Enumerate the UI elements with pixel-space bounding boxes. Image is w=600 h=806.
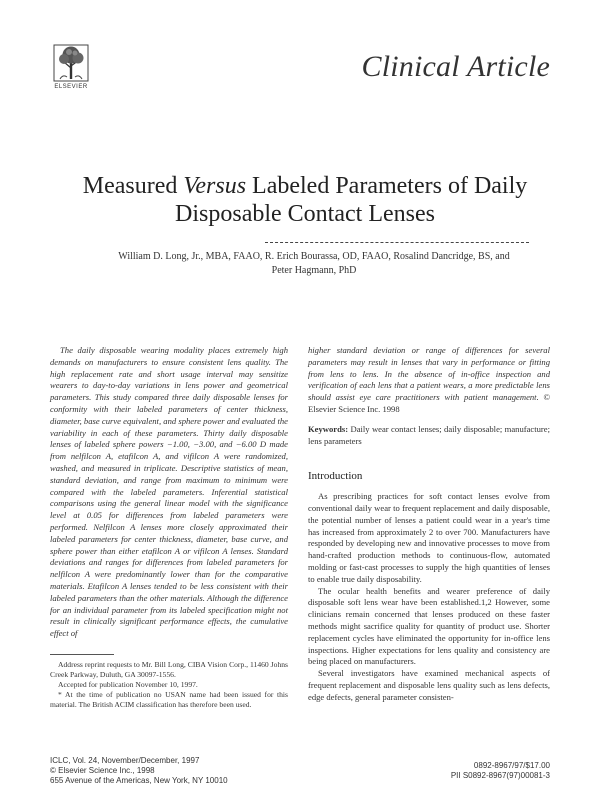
footnote-divider: [50, 654, 114, 655]
title-versus: Versus: [183, 173, 247, 199]
abstract-text-continued: higher standard deviation or range of differences for several parameters may result in lenses that vary in performance or fitting from lens to lens. In the absence of in-office inspection and verification of each lens that a patient wears, a more predictable lens should assist eye care practitioners with patient management.: [308, 345, 550, 403]
abstract-continued: [308, 345, 550, 416]
intro-paragraph-2: The ocular health benefits and wearer preference of daily disposable soft lens wear have been established.1,2 However, some clinicians remain concerned that lenses produced on these faster methods might sacrifice quality for quantity of product use. Shorter replacement cycles have eliminated the opportunity for in-office lens inspections. Higher expectations for lens quality and consistency are being placed on manufacturers.: [308, 585, 550, 667]
abstract-text: The daily disposable wearing modality places extremely high demands on manufacturers to ensure consistent lens quality. The high replacement rate and short usage interval may sensitize wearers to day-to-day variations in lens power and geometrical parameters. This study compared three daily disposable lenses for conformity with their labeled parameters of center thickness, diameter, base curve equivalent, and sphere power and evaluated the variability in each of these parameters. Thirty daily disposable lenses of labeled sphere powers −1.00, −3.00, and −6.00 D made from nelfilcon A, etafilcon A, and vifilcon A were randomized, washed, and measured in triplicate. Descriptive statistics of mean, standard deviation, and range from maximum to minimum were compared with the labeled parameters. Inferential statistical comparisons using the general linear model with the significance level at 0.05 for differences from labeled parameters were performed. Nelfilcon A lenses more closely approximated their labeled parameters for center thickness, diameter, base curve, and sphere power than either etafilcon A or vifilcon A lenses. Standard deviations and ranges for differences from labeled parameters for nelfilcon A were predominantly lower than for the comparative materials. Etafilcon A lenses tended to be less consistent with their labeled parameters than the other materials. Although the difference for an individual parameter from its labeled specification might not result in clinically significant performance effects, the cumulative effect of: [50, 345, 288, 639]
article-title: [60, 172, 550, 228]
intro-paragraph-3: Several investigators have examined mechanical aspects of frequent replacement and disposable lens quality such as lens defects, edge defects, general parameter consisten-: [308, 668, 550, 702]
publisher-name: ELSEVIER: [54, 84, 88, 90]
title-part-2: Labeled Parameters of Daily: [252, 173, 528, 199]
footnotes: [50, 660, 288, 710]
right-column: [308, 345, 550, 704]
footer-citation: [50, 756, 350, 786]
intro-paragraph-1: As prescribing practices for soft contact lenses evolve from conventional daily wear to frequent replacement and daily disposable, the potential number of lenses a patient could wear in a year's time has increased from approximately 2 to over 700. Manufacturers have responded by developing new and innovative processes to move from hand-crafted production methods to continuous-flow, automated molding or fast-cast processes to supply the high quantities of lenses to enable true daily disposability.: [308, 491, 550, 584]
elsevier-tree-icon: [53, 44, 89, 82]
authors-line-1: William D. Long, Jr., MBA, FAAO, R. Erich Bourassa, OD, FAAO, Rosalind Dancridge, BS, and: [118, 251, 510, 262]
author-list: [88, 250, 540, 278]
title-part-1: Measured: [82, 173, 178, 199]
footer-copyright: © Elsevier Science Inc., 1998: [50, 766, 155, 775]
footer-identifiers: [350, 761, 550, 781]
title-line-2: Disposable Contact Lenses: [175, 201, 435, 227]
abstract-copyright: © Elsevier Science Inc. 1998: [308, 392, 551, 414]
footer-pii: PII S0892-8967(97)00081-3: [450, 771, 550, 780]
footnote-accepted: Accepted for publication November 10, 1997.: [58, 679, 198, 689]
publisher-logo: [50, 44, 92, 90]
title-divider: [265, 242, 529, 243]
footer-issn: 0892-8967/97/$17.00: [473, 761, 550, 770]
keywords-text: Daily wear contact lenses; daily disposable; manufacture; lens parameters: [308, 423, 550, 446]
keywords-label: Keywords:: [308, 423, 349, 434]
footer-journal: ICLC, Vol. 24, November/December, 1997: [50, 756, 200, 765]
keywords: [308, 424, 550, 448]
introduction-heading: Introduction: [308, 470, 363, 483]
section-label: Clinical Article: [361, 50, 550, 83]
footer-address: 655 Avenue of the Americas, New York, NY 10010: [50, 776, 228, 785]
authors-line-2: Peter Hagmann, PhD: [271, 265, 357, 276]
footnote-usan: * At the time of publication no USAN name had been issued for this material. The British ACIM classification has therefore been used.: [50, 689, 288, 709]
footnote-address: Address reprint requests to Mr. Bill Long, CIBA Vision Corp., 11460 Johns Creek Parkway, Duluth, GA 30097-1556.: [50, 659, 288, 679]
left-column: [50, 345, 288, 710]
